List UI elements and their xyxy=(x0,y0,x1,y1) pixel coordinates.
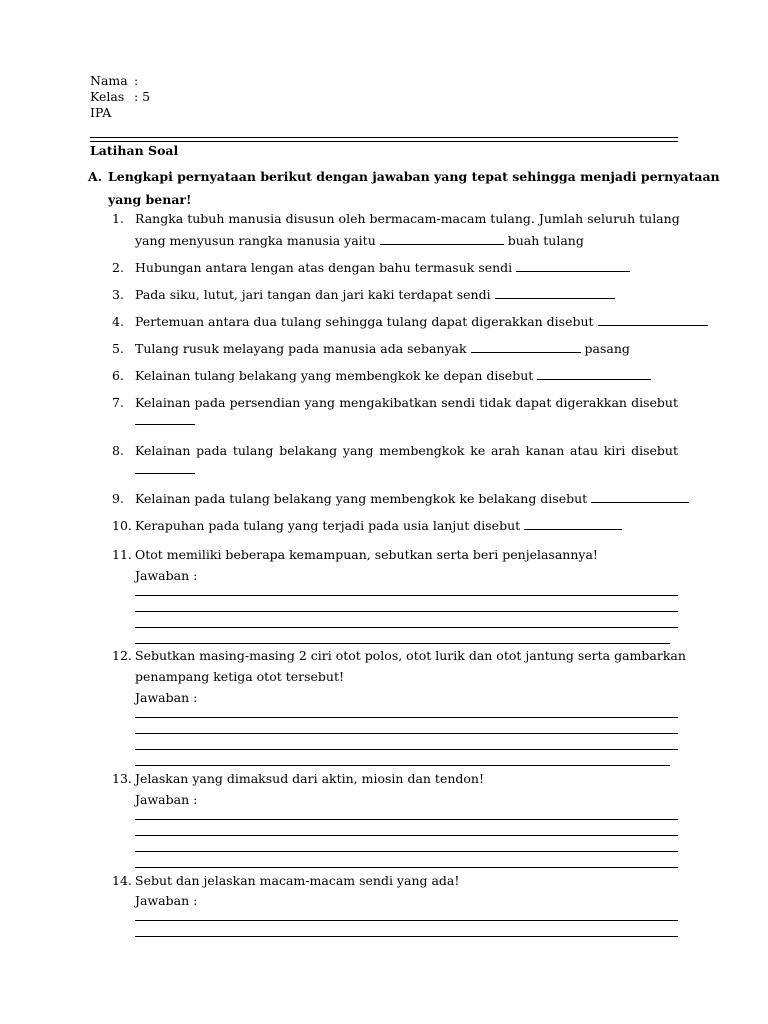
question-line2 xyxy=(135,413,195,428)
answer-line[interactable] xyxy=(135,627,678,628)
question-number: 9. xyxy=(112,491,124,506)
answer-line[interactable] xyxy=(135,749,678,750)
question-number: 10. xyxy=(112,518,132,533)
question-text: Pertemuan antara dua tulang sehingga tulang dapat digerakkan disebut xyxy=(135,314,708,329)
question-text: Sebutkan masing-masing 2 ciri otot polos, otot lurik dan otot jantung serta gambarkan xyxy=(135,648,686,663)
answer-line[interactable] xyxy=(135,819,678,820)
answer-blank[interactable] xyxy=(380,234,504,245)
question-text-line2: penampang ketiga otot tersebut! xyxy=(135,669,345,684)
part-a-instruction-line1: Lengkapi pernyataan berikut dengan jawaban yang tepat sehingga menjadi pernyataan xyxy=(108,169,720,184)
question-number: 12. xyxy=(112,648,132,663)
question-number: 14. xyxy=(112,873,132,888)
question-text: Kelainan pada tulang belakang yang membengkok ke arah kanan atau kiri disebut xyxy=(135,443,678,458)
question-text: Tulang rusuk melayang pada manusia ada sebanyak pasang xyxy=(135,341,630,356)
answer-line[interactable] xyxy=(135,643,670,644)
question-text: Kerapuhan pada tulang yang terjadi pada usia lanjut disebut xyxy=(135,518,622,533)
answer-line[interactable] xyxy=(135,765,670,766)
question-text: Pada siku, lutut, jari tangan dan jari kaki terdapat sendi xyxy=(135,287,615,302)
answer-blank[interactable] xyxy=(591,492,689,503)
kelas-label: Kelas xyxy=(90,89,125,104)
question-text: Sebut dan jelaskan macam-macam sendi yang ada! xyxy=(135,873,460,888)
question-line2 xyxy=(135,462,195,477)
part-a-instruction-line2: yang benar! xyxy=(108,192,192,207)
answer-label: Jawaban : xyxy=(135,568,198,583)
answer-blank[interactable] xyxy=(135,414,195,425)
answer-label: Jawaban : xyxy=(135,792,198,807)
question-text: Kelainan pada persendian yang mengakibatkan sendi tidak dapat digerakkan disebut xyxy=(135,395,678,410)
answer-line[interactable] xyxy=(135,936,678,937)
answer-blank[interactable] xyxy=(495,288,615,299)
question-text: Hubungan antara lengan atas dengan bahu termasuk sendi xyxy=(135,260,630,275)
answer-line[interactable] xyxy=(135,835,678,836)
nama-label: Nama xyxy=(90,73,128,88)
question-number: 5. xyxy=(112,341,124,356)
answer-line[interactable] xyxy=(135,851,678,852)
answer-line[interactable] xyxy=(135,717,678,718)
answer-blank[interactable] xyxy=(516,261,630,272)
question-text: Kelainan tulang belakang yang membengkok ke depan disebut xyxy=(135,368,651,383)
question-text: Kelainan pada tulang belakang yang membengkok ke belakang disebut xyxy=(135,491,689,506)
part-a-letter: A. xyxy=(88,169,103,184)
answer-blank[interactable] xyxy=(598,315,708,326)
question-number: 1. xyxy=(112,211,124,226)
answer-label: Jawaban : xyxy=(135,690,198,705)
answer-line[interactable] xyxy=(135,733,678,734)
header-divider xyxy=(90,137,678,142)
question-number: 6. xyxy=(112,368,124,383)
answer-line[interactable] xyxy=(135,595,678,596)
answer-blank[interactable] xyxy=(135,463,195,474)
subject-label: IPA xyxy=(90,105,112,120)
question-text: Rangka tubuh manusia disusun oleh bermacam-macam tulang. Jumlah seluruh tulang xyxy=(135,211,680,226)
question-text: Jelaskan yang dimaksud dari aktin, miosin dan tendon! xyxy=(135,771,484,786)
answer-blank[interactable] xyxy=(537,369,651,380)
nama-colon: : xyxy=(134,73,139,88)
section-title: Latihan Soal xyxy=(90,143,179,158)
answer-line[interactable] xyxy=(135,611,678,612)
answer-blank[interactable] xyxy=(524,519,622,530)
question-number: 8. xyxy=(112,443,124,458)
answer-label: Jawaban : xyxy=(135,893,198,908)
question-number: 4. xyxy=(112,314,124,329)
kelas-value: : 5 xyxy=(134,89,151,104)
question-number: 2. xyxy=(112,260,124,275)
question-number: 7. xyxy=(112,395,124,410)
question-number: 13. xyxy=(112,771,132,786)
answer-blank[interactable] xyxy=(471,342,581,353)
question-number: 3. xyxy=(112,287,124,302)
question-text-line2: yang menyusun rangka manusia yaitu buah tulang xyxy=(135,233,584,248)
answer-line[interactable] xyxy=(135,867,678,868)
question-number: 11. xyxy=(112,547,132,562)
answer-line[interactable] xyxy=(135,920,678,921)
question-text: Otot memiliki beberapa kemampuan, sebutkan serta beri penjelasannya! xyxy=(135,547,598,562)
